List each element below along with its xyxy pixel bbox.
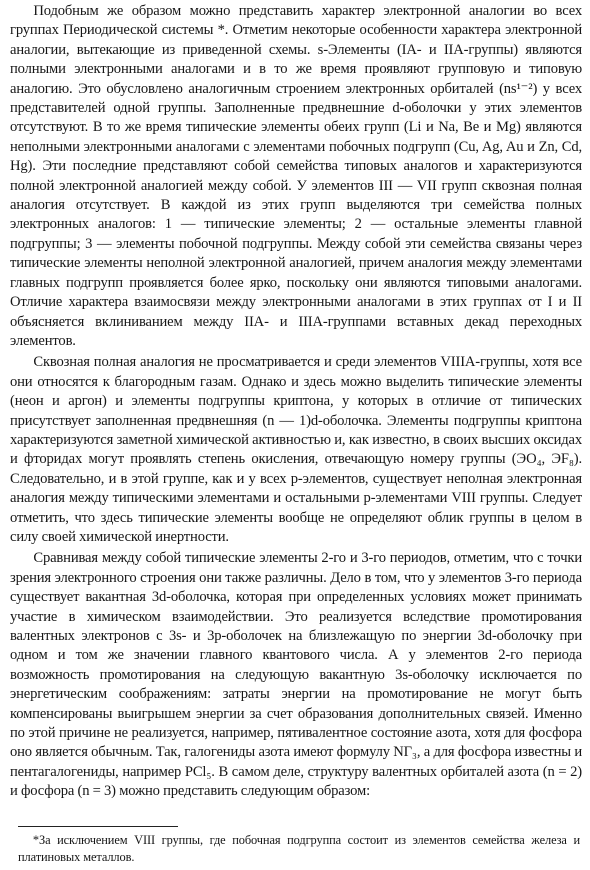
paragraph-3: Сравнивая между собой типические элементы 2-го и 3-го периодов, отметим, что с точки зрения электронного строения они также различны. Дело в том, что у элементов 3-го периода существует вакантная 3d-оболочка, которая при определенных условиях может принимать участие в химическом взаимодействии. Это реализуется вследствие промотирования валентных электронов с 3s- и 3p-оболочек на близлежащую по энергии 3d-оболочку при одном и том же значении главного квантового числа. А у элементов 2-го периода возможность промотирования на следующую вакантную 3s-оболочку исключается по энергетическим соображениям: затраты энергии на промотирование не могут быть компенсированы выигрышем энергии за счет образования дополнительных связей. Именно по этой причине не реализуется, например, пятивалентное состояние азота, хотя для фосфора оно является обычным. Так, галогениды азота имеют формулу NГ₃, а для фосфора известны и пентагалогениды, например PCl₅. В самом деле, структуру валентных орбиталей азота (n = 2) и фосфора (n = 3) можно представить следующим образом: (10, 550, 582, 800)
paragraph-1: Подобным же образом можно представить характер электронной аналогии во всех группах Периодической системы *. Отметим некоторые особенности характера электронной аналогии, вытекающие из приведенной схемы. s-Элементы (IA- и IIA-группы) являются полными электронными аналогами и в то же время проявляют групповую и типовую аналогию. Это обусловлено аналогичным строением электронных орбиталей (ns¹⁻²) у всех представителей одной группы. Заполненные предвнешние d-оболочки у этих элементов отсутствуют. В то же время типические элементы обеих групп (Li и Na, Be и Mg) являются неполными электронными аналогами с элементами побочных подгрупп (Cu, Ag, Au и Zn, Cd, Hg). Эти последние представляют собой семейства типовых аналогов и характеризуются полной электронной аналогией между собой. У элементов III — VII групп сквозная полная аналогия отсутствует. В каждой из этих групп выделяются три семейства полных электронных аналогов: 1 — типические элементы; 2 — остальные элементы главной подгруппы; 3 — элементы побочной подгруппы. Между собой эти семейства связаны через типические элементы неполной электронной аналогией, причем аналогия между элементами главных подгрупп проявляется более ярко, поскольку они являются типовыми аналогами. Отличие характера взаимосвязи между электронными аналогами в этих группах от I и II объясняется вклиниванием между IIA- и IIIA-группами вставных декад переходных элементов. (10, 3, 582, 349)
paragraph-2: Сквозная полная аналогия не просматривается и среди элементов VIIIA-группы, хотя все они относятся к благородным газам. Однако и здесь можно выделить типические элементы (неон и аргон) и элементы подгруппы криптона, у которых в отличие от типических присутствует заполненная предвнешняя (n — 1)d-оболочка. Элементы подгруппы криптона характеризуются заметной химической активностью и, как известно, в своих высших оксидах и фторидах могут проявлять степень окисления, отвечающую номеру группы (ЭО₄, ЭF₈). Следовательно, и в этой группе, как и у всех p-элементов, существует неполная электронная аналогия между типическими элементами и остальными p-элементами VIII группы. Следует отметить, что здесь типические элементы вообще не определяют облик группы в целом в силу своей химической инертности. (10, 354, 582, 545)
footnote: *За исключением VIII группы, где побочная подгруппа состоит из элементов семейства железа и платиновых металлов. (18, 833, 580, 864)
footnote-divider (18, 826, 178, 827)
page-body (10, 2, 582, 802)
